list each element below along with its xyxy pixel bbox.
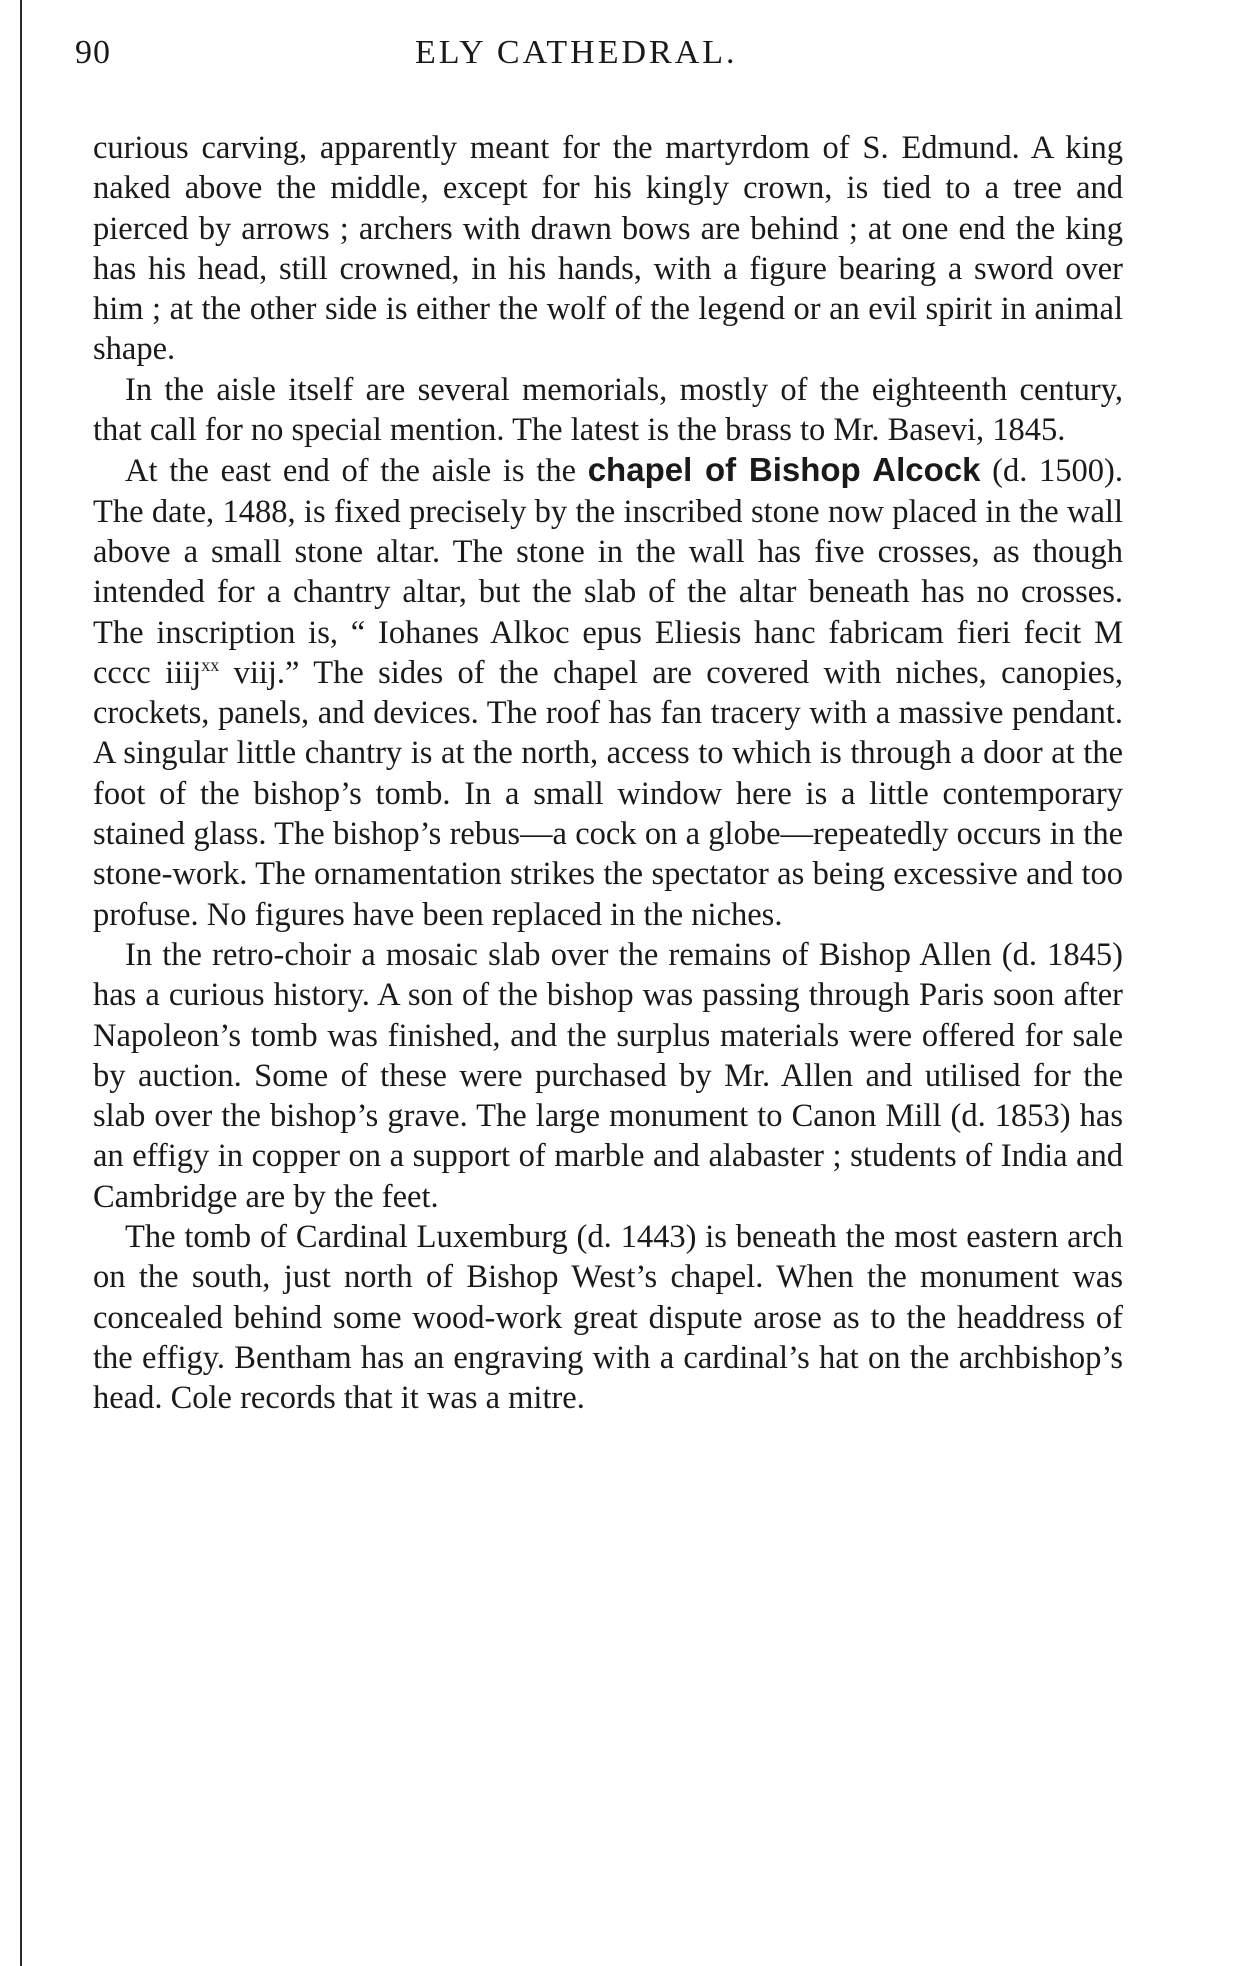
paragraph-cardinal-luxemburg: The tomb of Cardinal Luxemburg (d. 1443) is beneath the most eastern arch on the south, just north of Bishop West’s chapel. When the monument was concealed behind some wood-work great dispute arose as to the headdress of the effigy. Bentham has an engraving with a cardinal’s hat on the archbishop’s head. Cole records that it was a mitre.: [93, 1219, 1123, 1417]
superscript: xx: [201, 655, 220, 676]
page-header: [75, 34, 1125, 84]
paragraph-aisle-memorials: In the aisle itself are several memorials, mostly of the eighteenth century, that call for no special mention. The latest is the brass to Mr. Basevi, 1845.: [93, 371, 1123, 449]
page-number: 90: [75, 34, 111, 71]
paragraph-retro-choir: In the retro-choir a mosaic slab over the remains of Bishop Allen (d. 1845) has a curious history. A son of the bishop was passing through Paris soon after Napoleon’s tomb was finished, and the surplus materials were offered for sale by auction. Some of these were purchased by Mr. Allen and utilised for the slab over the bishop’s grave. The large monument to Canon Mill (d. 1853) has an effigy in copper on a support of marble and alabaster ; students of India and Cambridge are by the feet.: [93, 936, 1123, 1215]
page-binding-edge: [20, 0, 22, 1966]
paragraph-text: (d. 1500). The date, 1488, is fixed precisely by the inscribed stone now placed in the wall above a small stone altar. The stone in the wall has five crosses, as though intended for a chantry altar, but the slab of the altar beneath has no crosses. The inscription is, “ Iohanes Alkoc epus Eliesis hanc fabricam fieri fecit M cccc iiij: [93, 453, 1124, 691]
running-head: ELY CATHEDRAL.: [415, 34, 738, 71]
body-text: [93, 128, 1123, 1419]
paragraph-alcock-chapel: [93, 450, 1123, 935]
paragraph-st-edmund-carving: curious carving, apparently meant for the martyrdom of S. Edmund. A king naked above the middle, except for his kingly crown, is tied to a tree and pierced by arrows ; archers with drawn bows are behind ; at one end the king has his head, still crowned, in his hands, with a figure bearing a sword over him ; at the other side is either the wolf of the legend or an evil spirit in animal shape.: [93, 130, 1123, 368]
paragraph-lead: At the east end of the aisle is the: [125, 453, 588, 490]
paragraph-text-continued: viij.” The sides of the chapel are covered with niches, canopies, crockets, panels, and devices. The roof has fan tracery with a massive pendant. A singular little chantry is at the north, access to which is through a door at the foot of the bishop’s tomb. In a small window here is a little contemporary stained glass. The bishop’s rebus—a cock on a globe—repeatedly occurs in the stone-work. The ornamentation strikes the spectator as being excessive and too profuse. No figures have been replaced in the niches.: [93, 654, 1123, 933]
chapel-heading: chapel of Bishop Alcock: [587, 451, 981, 489]
